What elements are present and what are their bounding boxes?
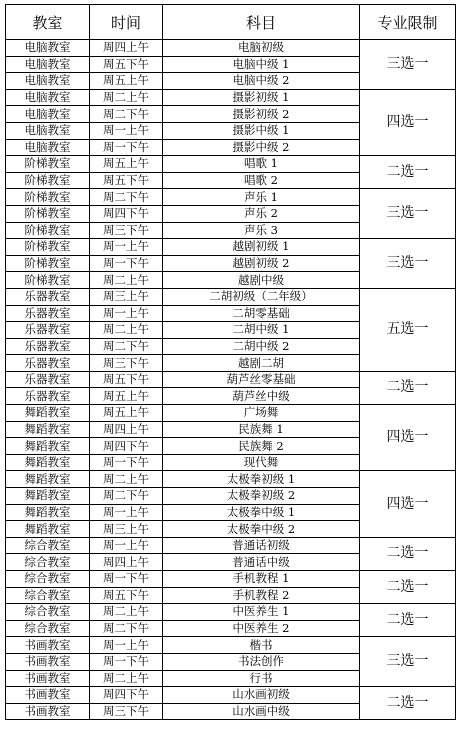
subject-cell: 现代舞 [163, 454, 360, 471]
subject-cell: 楷书 [163, 637, 360, 654]
subject-cell: 唱歌 1 [163, 156, 360, 173]
time-cell: 周一上午 [90, 305, 163, 322]
time-cell: 周二上午 [90, 604, 163, 621]
room-cell: 舞蹈教室 [6, 471, 90, 488]
time-cell: 周三上午 [90, 521, 163, 538]
time-cell: 周四上午 [90, 554, 163, 571]
limit-cell: 三选一 [360, 189, 456, 239]
room-cell: 阶梯教室 [6, 222, 90, 239]
room-cell: 电脑教室 [6, 122, 90, 139]
room-cell: 综合教室 [6, 571, 90, 588]
subject-cell: 手机教程 2 [163, 587, 360, 604]
header-time: 时间 [90, 5, 163, 40]
subject-cell: 二胡零基础 [163, 305, 360, 322]
room-cell: 综合教室 [6, 620, 90, 637]
room-cell: 舞蹈教室 [6, 405, 90, 422]
room-cell: 电脑教室 [6, 139, 90, 156]
limit-cell: 二选一 [360, 156, 456, 189]
time-cell: 周三下午 [90, 703, 163, 720]
time-cell: 周一上午 [90, 537, 163, 554]
subject-cell: 书法创作 [163, 653, 360, 670]
time-cell: 周二下午 [90, 488, 163, 505]
subject-cell: 广场舞 [163, 405, 360, 422]
subject-cell: 中医养生 2 [163, 620, 360, 637]
subject-cell: 太极拳初级 2 [163, 488, 360, 505]
subject-cell: 行书 [163, 670, 360, 687]
time-cell: 周一上午 [90, 122, 163, 139]
table-row [6, 405, 456, 422]
subject-cell: 摄影初级 2 [163, 106, 360, 123]
time-cell: 周五上午 [90, 405, 163, 422]
time-cell: 周二下午 [90, 106, 163, 123]
time-cell: 周一下午 [90, 255, 163, 272]
time-cell: 周五下午 [90, 587, 163, 604]
time-cell: 周四下午 [90, 205, 163, 222]
room-cell: 阶梯教室 [6, 272, 90, 289]
time-cell: 周一上午 [90, 239, 163, 256]
time-cell: 周二下午 [90, 338, 163, 355]
time-cell: 周二上午 [90, 471, 163, 488]
limit-cell: 三选一 [360, 40, 456, 90]
subject-cell: 越剧初级 1 [163, 239, 360, 256]
table-row [6, 288, 456, 305]
header-row [6, 5, 456, 40]
room-cell: 书画教室 [6, 703, 90, 720]
subject-cell: 二胡中级 2 [163, 338, 360, 355]
subject-cell: 普通话中级 [163, 554, 360, 571]
room-cell: 阶梯教室 [6, 156, 90, 173]
room-cell: 舞蹈教室 [6, 521, 90, 538]
time-cell: 周一上午 [90, 637, 163, 654]
room-cell: 阶梯教室 [6, 189, 90, 206]
time-cell: 周一下午 [90, 454, 163, 471]
room-cell: 阶梯教室 [6, 172, 90, 189]
time-cell: 周五下午 [90, 172, 163, 189]
table-row [6, 156, 456, 173]
time-cell: 周五上午 [90, 388, 163, 405]
time-cell: 周三上午 [90, 288, 163, 305]
table-row [6, 371, 456, 388]
time-cell: 周一下午 [90, 139, 163, 156]
room-cell: 电脑教室 [6, 40, 90, 57]
time-cell: 周三下午 [90, 355, 163, 372]
room-cell: 综合教室 [6, 537, 90, 554]
limit-cell: 三选一 [360, 239, 456, 289]
time-cell: 周四上午 [90, 421, 163, 438]
time-cell: 周二上午 [90, 89, 163, 106]
room-cell: 乐器教室 [6, 355, 90, 372]
room-cell: 综合教室 [6, 554, 90, 571]
subject-cell: 声乐 1 [163, 189, 360, 206]
subject-cell: 越剧二胡 [163, 355, 360, 372]
room-cell: 书画教室 [6, 670, 90, 687]
limit-cell: 二选一 [360, 537, 456, 570]
table-row [6, 239, 456, 256]
room-cell: 乐器教室 [6, 371, 90, 388]
room-cell: 阶梯教室 [6, 239, 90, 256]
room-cell: 舞蹈教室 [6, 421, 90, 438]
room-cell: 阶梯教室 [6, 205, 90, 222]
limit-cell: 二选一 [360, 604, 456, 637]
time-cell: 周二上午 [90, 670, 163, 687]
time-cell: 周二上午 [90, 272, 163, 289]
subject-cell: 二胡中级 1 [163, 322, 360, 339]
time-cell: 周四上午 [90, 40, 163, 57]
subject-cell: 越剧初级 2 [163, 255, 360, 272]
time-cell: 周二上午 [90, 322, 163, 339]
table-row [6, 189, 456, 206]
limit-cell: 四选一 [360, 89, 456, 155]
time-cell: 周一下午 [90, 571, 163, 588]
time-cell: 周二下午 [90, 620, 163, 637]
room-cell: 舞蹈教室 [6, 488, 90, 505]
subject-cell: 二胡初级（二年级） [163, 288, 360, 305]
subject-cell: 民族舞 2 [163, 438, 360, 455]
limit-cell: 二选一 [360, 687, 456, 720]
room-cell: 舞蹈教室 [6, 454, 90, 471]
limit-cell: 五选一 [360, 288, 456, 371]
limit-cell: 二选一 [360, 571, 456, 604]
subject-cell: 唱歌 2 [163, 172, 360, 189]
subject-cell: 摄影中级 1 [163, 122, 360, 139]
time-cell: 周四下午 [90, 687, 163, 704]
room-cell: 乐器教室 [6, 338, 90, 355]
limit-cell: 三选一 [360, 637, 456, 687]
table-row [6, 637, 456, 654]
subject-cell: 普通话初级 [163, 537, 360, 554]
subject-cell: 电脑初级 [163, 40, 360, 57]
table-body [6, 40, 456, 720]
room-cell: 电脑教室 [6, 73, 90, 90]
room-cell: 书画教室 [6, 653, 90, 670]
subject-cell: 电脑中级 1 [163, 56, 360, 73]
subject-cell: 摄影中级 2 [163, 139, 360, 156]
time-cell: 周一上午 [90, 504, 163, 521]
table-row [6, 89, 456, 106]
room-cell: 书画教室 [6, 637, 90, 654]
subject-cell: 中医养生 1 [163, 604, 360, 621]
room-cell: 电脑教室 [6, 89, 90, 106]
room-cell: 乐器教室 [6, 388, 90, 405]
subject-cell: 太极拳初级 1 [163, 471, 360, 488]
time-cell: 周三下午 [90, 222, 163, 239]
table-row [6, 571, 456, 588]
table-row [6, 40, 456, 57]
table-row [6, 537, 456, 554]
room-cell: 电脑教室 [6, 106, 90, 123]
limit-cell: 四选一 [360, 405, 456, 471]
subject-cell: 声乐 3 [163, 222, 360, 239]
room-cell: 阶梯教室 [6, 255, 90, 272]
subject-cell: 摄影初级 1 [163, 89, 360, 106]
table-row [6, 687, 456, 704]
time-cell: 周五下午 [90, 371, 163, 388]
subject-cell: 葫芦丝中级 [163, 388, 360, 405]
limit-cell: 二选一 [360, 371, 456, 404]
time-cell: 周二下午 [90, 189, 163, 206]
time-cell: 周五下午 [90, 56, 163, 73]
subject-cell: 民族舞 1 [163, 421, 360, 438]
subject-cell: 太极拳中级 2 [163, 521, 360, 538]
subject-cell: 声乐 2 [163, 205, 360, 222]
header-subject: 科目 [163, 5, 360, 40]
time-cell: 周五上午 [90, 73, 163, 90]
room-cell: 综合教室 [6, 587, 90, 604]
subject-cell: 电脑中级 2 [163, 73, 360, 90]
time-cell: 周五上午 [90, 156, 163, 173]
header-limit: 专业限制 [360, 5, 456, 40]
table-row [6, 471, 456, 488]
course-schedule-table [5, 4, 456, 720]
header-room: 教室 [6, 5, 90, 40]
subject-cell: 葫芦丝零基础 [163, 371, 360, 388]
table-row [6, 604, 456, 621]
room-cell: 书画教室 [6, 687, 90, 704]
room-cell: 综合教室 [6, 604, 90, 621]
room-cell: 舞蹈教室 [6, 504, 90, 521]
time-cell: 周一下午 [90, 653, 163, 670]
subject-cell: 山水画初级 [163, 687, 360, 704]
subject-cell: 太极拳中级 1 [163, 504, 360, 521]
subject-cell: 山水画中级 [163, 703, 360, 720]
time-cell: 周四下午 [90, 438, 163, 455]
subject-cell: 手机教程 1 [163, 571, 360, 588]
limit-cell: 四选一 [360, 471, 456, 537]
room-cell: 乐器教室 [6, 322, 90, 339]
room-cell: 舞蹈教室 [6, 438, 90, 455]
subject-cell: 越剧中级 [163, 272, 360, 289]
room-cell: 乐器教室 [6, 305, 90, 322]
room-cell: 乐器教室 [6, 288, 90, 305]
table-header [6, 5, 456, 40]
room-cell: 电脑教室 [6, 56, 90, 73]
